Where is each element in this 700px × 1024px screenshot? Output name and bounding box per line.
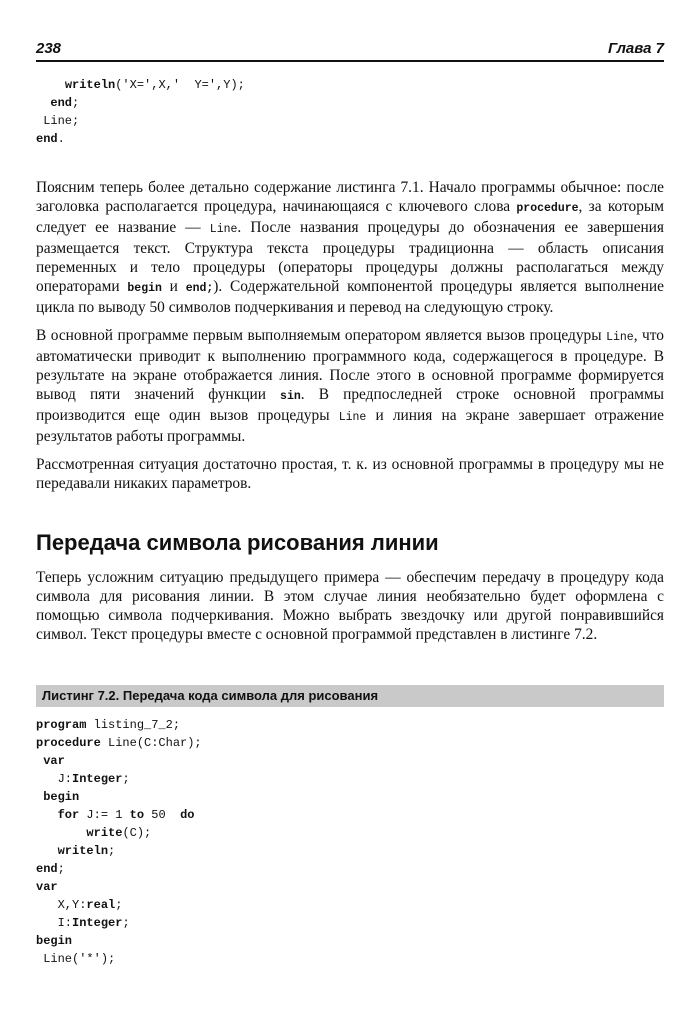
code-line	[36, 878, 202, 896]
code-line	[36, 806, 202, 824]
code-indent	[36, 772, 58, 786]
text-run: и линия на экране завершает отражение результатов работы программы.	[36, 407, 664, 445]
code-listing-7-2	[36, 716, 202, 968]
page-number: 238	[36, 40, 62, 57]
code-indent	[36, 844, 58, 858]
paragraph-intro-listing: Теперь усложним ситуацию предыдущего примера — обеспечим передачу в процедуру кода символа для рисования линии. В этом случае линия необязательно будет оформлена с помощью символа подчеркивания. Можно выбрать звездочку или другой понравившийся символ. Текст процедуры вместе с основной программой представлен в листинге 7.2.	[36, 569, 664, 643]
code-token: X,Y:	[57, 898, 87, 912]
code-token: Line(C:Char);	[100, 736, 202, 750]
code-token: 50	[144, 808, 181, 822]
code-token: ('X=',X,' Y=',Y);	[115, 78, 245, 92]
code-line	[36, 130, 245, 148]
code-keyword: begin	[43, 790, 80, 804]
code-keyword: do	[180, 808, 195, 822]
body-text-upper	[36, 178, 664, 502]
text-run: . В предпоследней строке основной программы производится еще один вызов процедуры	[36, 386, 664, 424]
code-token: ;	[122, 772, 130, 786]
inline-code: sin	[280, 390, 301, 403]
paragraph-summary: Рассмотренная ситуация достаточно простая, т. к. из основной программы в процедуру мы не передавали никаких параметров.	[36, 456, 664, 492]
section-heading: Передача символа рисования линии	[36, 530, 439, 555]
code-line	[36, 914, 202, 932]
code-line	[36, 788, 202, 806]
code-line	[36, 932, 202, 950]
code-keyword: var	[43, 754, 65, 768]
code-token: J:= 1	[79, 808, 130, 822]
code-line	[36, 824, 202, 842]
code-token: Line;	[43, 114, 80, 128]
listing-caption: Листинг 7.2. Передача кода символа для рисования	[36, 685, 664, 707]
code-token: I:	[57, 916, 73, 930]
code-indent	[36, 898, 58, 912]
code-token: ;	[115, 898, 123, 912]
text-run: и	[161, 278, 186, 295]
code-line	[36, 950, 202, 968]
code-line	[36, 752, 202, 770]
code-line	[36, 860, 202, 878]
code-keyword: real	[86, 898, 116, 912]
text-run: , за которым следует ее название —	[36, 198, 664, 236]
code-indent	[36, 916, 58, 930]
code-keyword: var	[36, 880, 58, 894]
inline-code: Line	[209, 223, 238, 236]
code-line	[36, 734, 202, 752]
code-keyword: Integer	[72, 916, 123, 930]
header-rule	[36, 60, 664, 62]
code-listing-continued	[36, 76, 245, 148]
paragraph-main-program	[36, 326, 664, 446]
code-line	[36, 94, 245, 112]
code-line	[36, 842, 202, 860]
code-token: ;	[108, 844, 116, 858]
code-keyword: for	[57, 808, 80, 822]
code-token: Line('*');	[43, 952, 116, 966]
running-header	[36, 40, 664, 62]
code-token: J:	[57, 772, 73, 786]
code-keyword: Integer	[72, 772, 123, 786]
code-token: .	[57, 132, 65, 146]
text-run: ). Содержательной компонентой процедуры является выполнение цикла по выводу 50 символов подчеркивания и перевод на следующую строку.	[36, 278, 664, 316]
inline-code: begin	[127, 282, 162, 295]
code-indent	[36, 808, 58, 822]
inline-code: Line	[338, 411, 367, 424]
code-keyword: program	[36, 718, 87, 732]
code-token: (C);	[122, 826, 152, 840]
inline-code: procedure	[516, 202, 579, 215]
code-line	[36, 716, 202, 734]
code-token: ;	[72, 96, 80, 110]
code-keyword: end	[36, 862, 58, 876]
code-keyword: write	[86, 826, 123, 840]
code-indent	[36, 96, 50, 110]
code-keyword: begin	[36, 934, 73, 948]
inline-code: end;	[185, 282, 214, 295]
code-keyword: to	[129, 808, 145, 822]
code-line	[36, 770, 202, 788]
inline-code: Line	[606, 331, 634, 344]
text-run: В основной программе первым выполняемым оператором является вызов процедуры	[36, 327, 607, 344]
code-line	[36, 896, 202, 914]
code-token: ;	[57, 862, 65, 876]
code-keyword: writeln	[57, 844, 109, 858]
text-run: Поясним теперь более детально содержание листинга 7.1. Начало программы обычное: после заголовка располагается процедура, начинающаяся с ключевого слова	[36, 179, 664, 215]
code-keyword: end	[50, 96, 73, 110]
text-run: , что автоматически приводит к выполнению программного кода, содержащегося в процедуре. В результате на экране отображается линия. После этого в основной программе формируется вывод пяти значений функции	[36, 327, 664, 403]
code-keyword: writeln	[64, 78, 116, 92]
paragraph-listing-explanation	[36, 178, 664, 317]
code-token: ;	[122, 916, 130, 930]
text-run: . После названия процедуры до обозначения ее завершения размещается текст. Структура текста процедуры традиционна — область описания переменных и тело процедуры (операторы процедуры должны располагаться между операторами	[36, 219, 664, 295]
code-indent	[36, 78, 65, 92]
code-line	[36, 112, 245, 130]
code-keyword: end	[36, 132, 58, 146]
code-keyword: procedure	[36, 736, 101, 750]
code-token: listing_7_2;	[86, 718, 181, 732]
body-text-lower	[36, 568, 664, 653]
code-line	[36, 76, 245, 94]
chapter-label: Глава 7	[607, 40, 664, 57]
code-indent	[36, 826, 86, 840]
